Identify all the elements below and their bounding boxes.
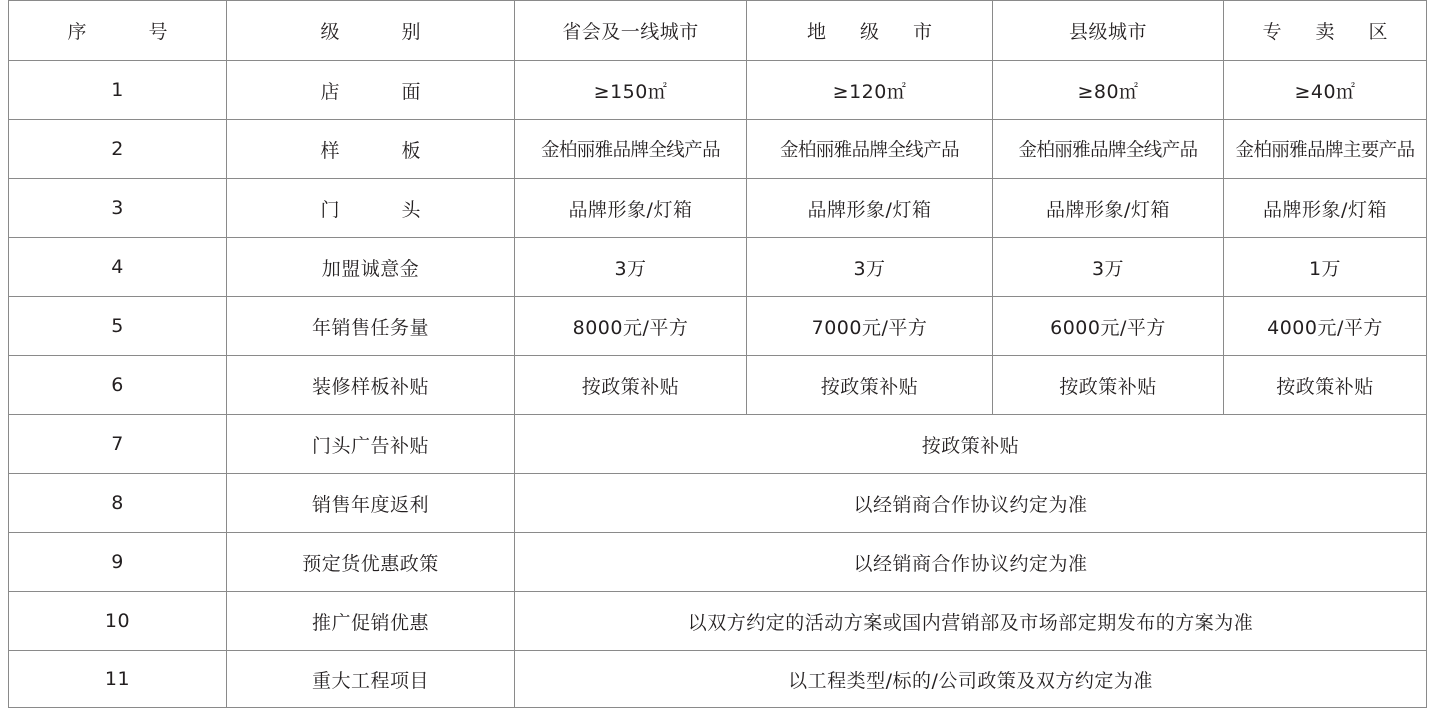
cell-county: 金柏丽雅品牌全线产品 — [993, 120, 1224, 179]
cell-provincial: 3万 — [515, 238, 747, 297]
row-no: 8 — [9, 474, 227, 533]
cell-county: 3万 — [993, 238, 1224, 297]
cell-provincial: ≥150㎡ — [515, 61, 747, 120]
row-item: 重大工程项目 — [227, 651, 515, 708]
cell-provincial: 品牌形象/灯箱 — [515, 179, 747, 238]
table-row-merged — [9, 651, 1427, 708]
table-row — [9, 356, 1427, 415]
header-store-zone: 专 卖 区 — [1224, 1, 1427, 61]
cell-store-zone: 按政策补贴 — [1224, 356, 1427, 415]
table-header-row — [9, 1, 1427, 61]
cell-store-zone: 金柏丽雅品牌主要产品 — [1224, 120, 1427, 179]
cell-merged-value: 以经销商合作协议约定为准 — [515, 474, 1427, 533]
table-row — [9, 179, 1427, 238]
cell-prefecture: 7000元/平方 — [747, 297, 993, 356]
table-row-merged — [9, 474, 1427, 533]
row-item: 样 板 — [227, 120, 515, 179]
cell-store-zone: 1万 — [1224, 238, 1427, 297]
row-item: 装修样板补贴 — [227, 356, 515, 415]
cell-prefecture: 金柏丽雅品牌全线产品 — [747, 120, 993, 179]
cell-provincial: 金柏丽雅品牌全线产品 — [515, 120, 747, 179]
row-no: 4 — [9, 238, 227, 297]
row-no: 11 — [9, 651, 227, 708]
table-row-merged — [9, 592, 1427, 651]
row-item: 门头广告补贴 — [227, 415, 515, 474]
cell-store-zone: 品牌形象/灯箱 — [1224, 179, 1427, 238]
header-county: 县级城市 — [993, 1, 1224, 61]
cell-county: 品牌形象/灯箱 — [993, 179, 1224, 238]
cell-prefecture: ≥120㎡ — [747, 61, 993, 120]
table-row — [9, 297, 1427, 356]
table-row — [9, 61, 1427, 120]
cell-merged-value: 按政策补贴 — [515, 415, 1427, 474]
cell-county: 6000元/平方 — [993, 297, 1224, 356]
cell-prefecture: 品牌形象/灯箱 — [747, 179, 993, 238]
row-item: 预定货优惠政策 — [227, 533, 515, 592]
row-no: 6 — [9, 356, 227, 415]
cell-merged-value: 以双方约定的活动方案或国内营销部及市场部定期发布的方案为准 — [515, 592, 1427, 651]
header-provincial: 省会及一线城市 — [515, 1, 747, 61]
row-no: 5 — [9, 297, 227, 356]
table-row — [9, 120, 1427, 179]
row-item: 年销售任务量 — [227, 297, 515, 356]
cell-county: ≥80㎡ — [993, 61, 1224, 120]
table-row-merged — [9, 533, 1427, 592]
row-no: 2 — [9, 120, 227, 179]
cell-store-zone: ≥40㎡ — [1224, 61, 1427, 120]
cell-prefecture: 3万 — [747, 238, 993, 297]
cell-merged-value: 以经销商合作协议约定为准 — [515, 533, 1427, 592]
cell-county: 按政策补贴 — [993, 356, 1224, 415]
cell-prefecture: 按政策补贴 — [747, 356, 993, 415]
cell-store-zone: 4000元/平方 — [1224, 297, 1427, 356]
table-row-merged — [9, 415, 1427, 474]
row-item: 推广促销优惠 — [227, 592, 515, 651]
franchise-policy-table — [8, 0, 1427, 708]
header-level: 级 别 — [227, 1, 515, 61]
row-item: 加盟诚意金 — [227, 238, 515, 297]
header-prefecture: 地 级 市 — [747, 1, 993, 61]
cell-provincial: 按政策补贴 — [515, 356, 747, 415]
row-no: 3 — [9, 179, 227, 238]
row-no: 10 — [9, 592, 227, 651]
table-row — [9, 238, 1427, 297]
row-item: 销售年度返利 — [227, 474, 515, 533]
row-no: 1 — [9, 61, 227, 120]
cell-merged-value: 以工程类型/标的/公司政策及双方约定为准 — [515, 651, 1427, 708]
row-no: 9 — [9, 533, 227, 592]
row-no: 7 — [9, 415, 227, 474]
franchise-policy-sheet — [8, 0, 1426, 709]
cell-provincial: 8000元/平方 — [515, 297, 747, 356]
row-item: 门 头 — [227, 179, 515, 238]
row-item: 店 面 — [227, 61, 515, 120]
header-no: 序 号 — [9, 1, 227, 61]
